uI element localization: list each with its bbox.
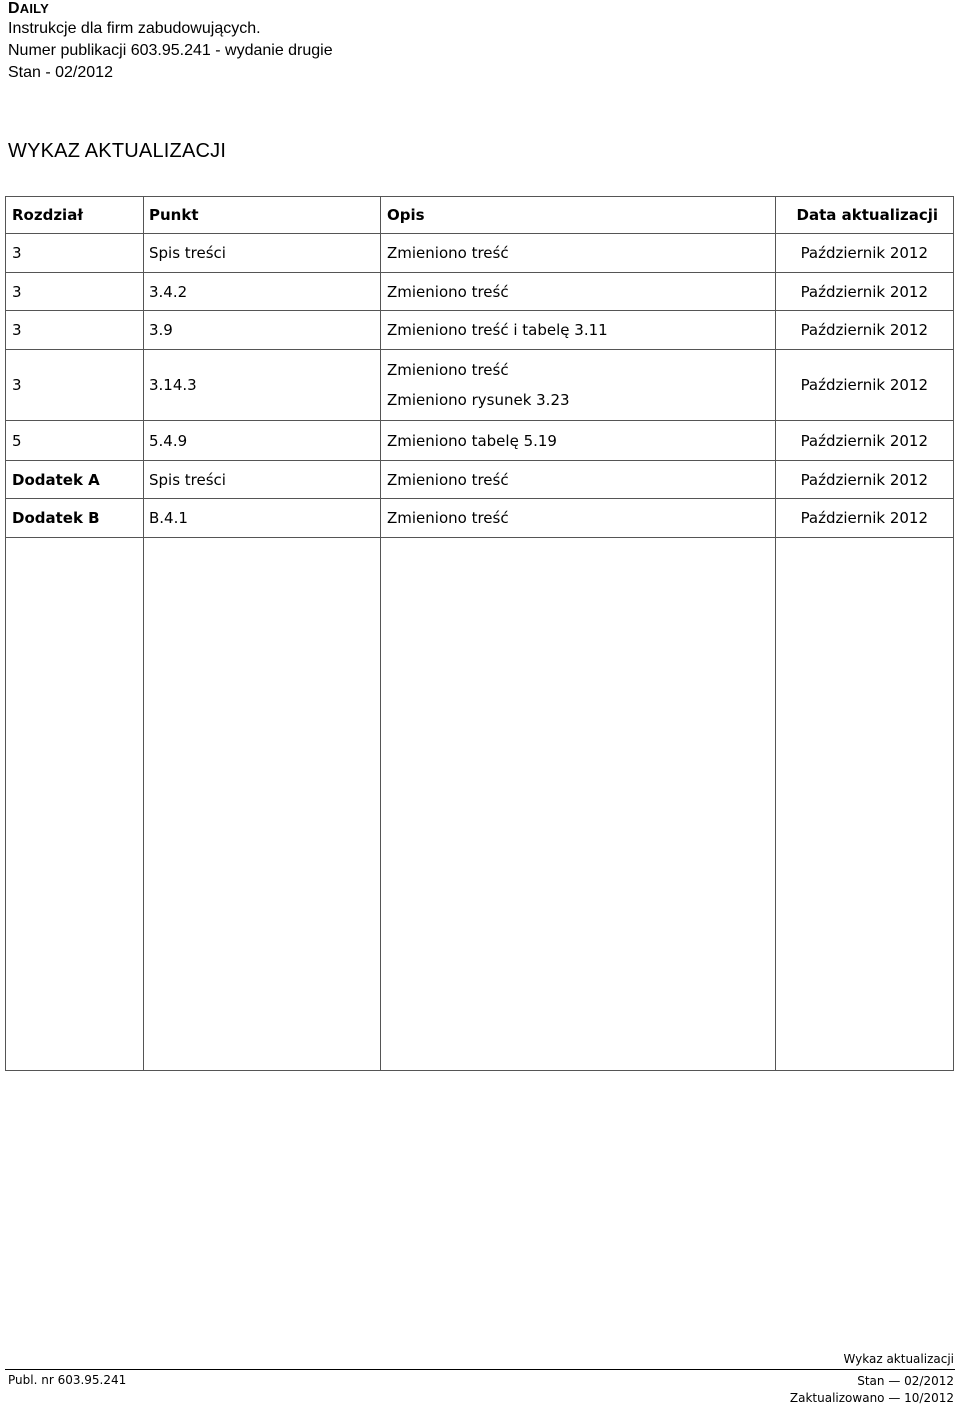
footer-publication: Publ. nr 603.95.241 <box>8 1373 127 1387</box>
table-row <box>6 311 953 350</box>
cell-opis: Zmieniono treść <box>387 244 509 262</box>
table-row <box>6 273 953 311</box>
cell-data: Październik 2012 <box>800 321 928 339</box>
cell-data: Październik 2012 <box>800 376 928 394</box>
cell-opis: Zmieniono treść i tabelę 3.11 <box>387 321 608 339</box>
updates-table <box>5 196 954 1071</box>
cell-rozdzial: 3 <box>12 282 22 301</box>
footer-status <box>790 1373 954 1407</box>
cell-data: Październik 2012 <box>800 470 928 489</box>
cell-punkt: B.4.1 <box>149 509 188 527</box>
header-line-3: Stan - 02/2012 <box>8 64 113 81</box>
cell-punkt: 5.4.9 <box>149 431 188 450</box>
footer-section-title: Wykaz aktualizacji <box>843 1352 954 1366</box>
cell-rozdzial: 3 <box>12 321 22 339</box>
cell-data: Październik 2012 <box>800 282 928 301</box>
cell-data: Październik 2012 <box>800 431 928 450</box>
table-row <box>6 350 953 421</box>
table-row <box>6 499 953 538</box>
header-rozdzial: Rozdział <box>12 206 83 224</box>
cell-rozdzial: 5 <box>12 431 22 450</box>
cell-rozdzial: 3 <box>12 376 22 394</box>
footer-stan: Stan — 02/2012 <box>857 1374 954 1388</box>
cell-punkt: 3.14.3 <box>149 376 197 394</box>
table-row <box>6 234 953 273</box>
table-row <box>6 421 953 461</box>
header-data: Data aktualizacji <box>796 206 938 224</box>
header-line-1: Instrukcje dla firm zabudowujących. <box>8 20 261 37</box>
cell-opis: Zmieniono tabelę 5.19 <box>387 431 557 450</box>
table-row <box>6 461 953 499</box>
footer-zaktualizowano: Zaktualizowano — 10/2012 <box>789 1391 954 1405</box>
cell-punkt: 3.9 <box>149 321 173 339</box>
cell-opis: Zmieniono treść <box>387 470 509 489</box>
table-header-row <box>6 197 953 234</box>
cell-rozdzial: 3 <box>12 244 22 262</box>
header-line-2: Numer publikacji 603.95.241 - wydanie drugie <box>8 42 333 59</box>
cell-opis-multiline <box>387 350 772 420</box>
cell-punkt: Spis treści <box>149 244 226 262</box>
brand-logo-text <box>8 0 333 18</box>
footer-divider <box>5 1369 955 1370</box>
document-header <box>8 0 333 84</box>
brand-first-letter: D <box>8 0 20 17</box>
cell-opis: Zmieniono treść <box>387 509 509 527</box>
cell-rozdzial: Dodatek A <box>12 470 100 489</box>
header-punkt: Punkt <box>149 206 199 224</box>
cell-opis-line-1: Zmieniono treść <box>387 361 509 379</box>
cell-opis: Zmieniono treść <box>387 282 509 301</box>
page-title: WYKAZ AKTUALIZACJI <box>8 140 227 162</box>
cell-data: Październik 2012 <box>800 509 928 527</box>
cell-data: Październik 2012 <box>800 244 928 262</box>
cell-punkt: 3.4.2 <box>149 282 188 301</box>
header-opis: Opis <box>387 206 425 224</box>
cell-opis-line-2: Zmieniono rysunek 3.23 <box>387 391 570 409</box>
brand-rest-letters: AILY <box>19 1 49 16</box>
cell-punkt: Spis treści <box>149 470 226 489</box>
cell-rozdzial: Dodatek B <box>12 509 100 527</box>
